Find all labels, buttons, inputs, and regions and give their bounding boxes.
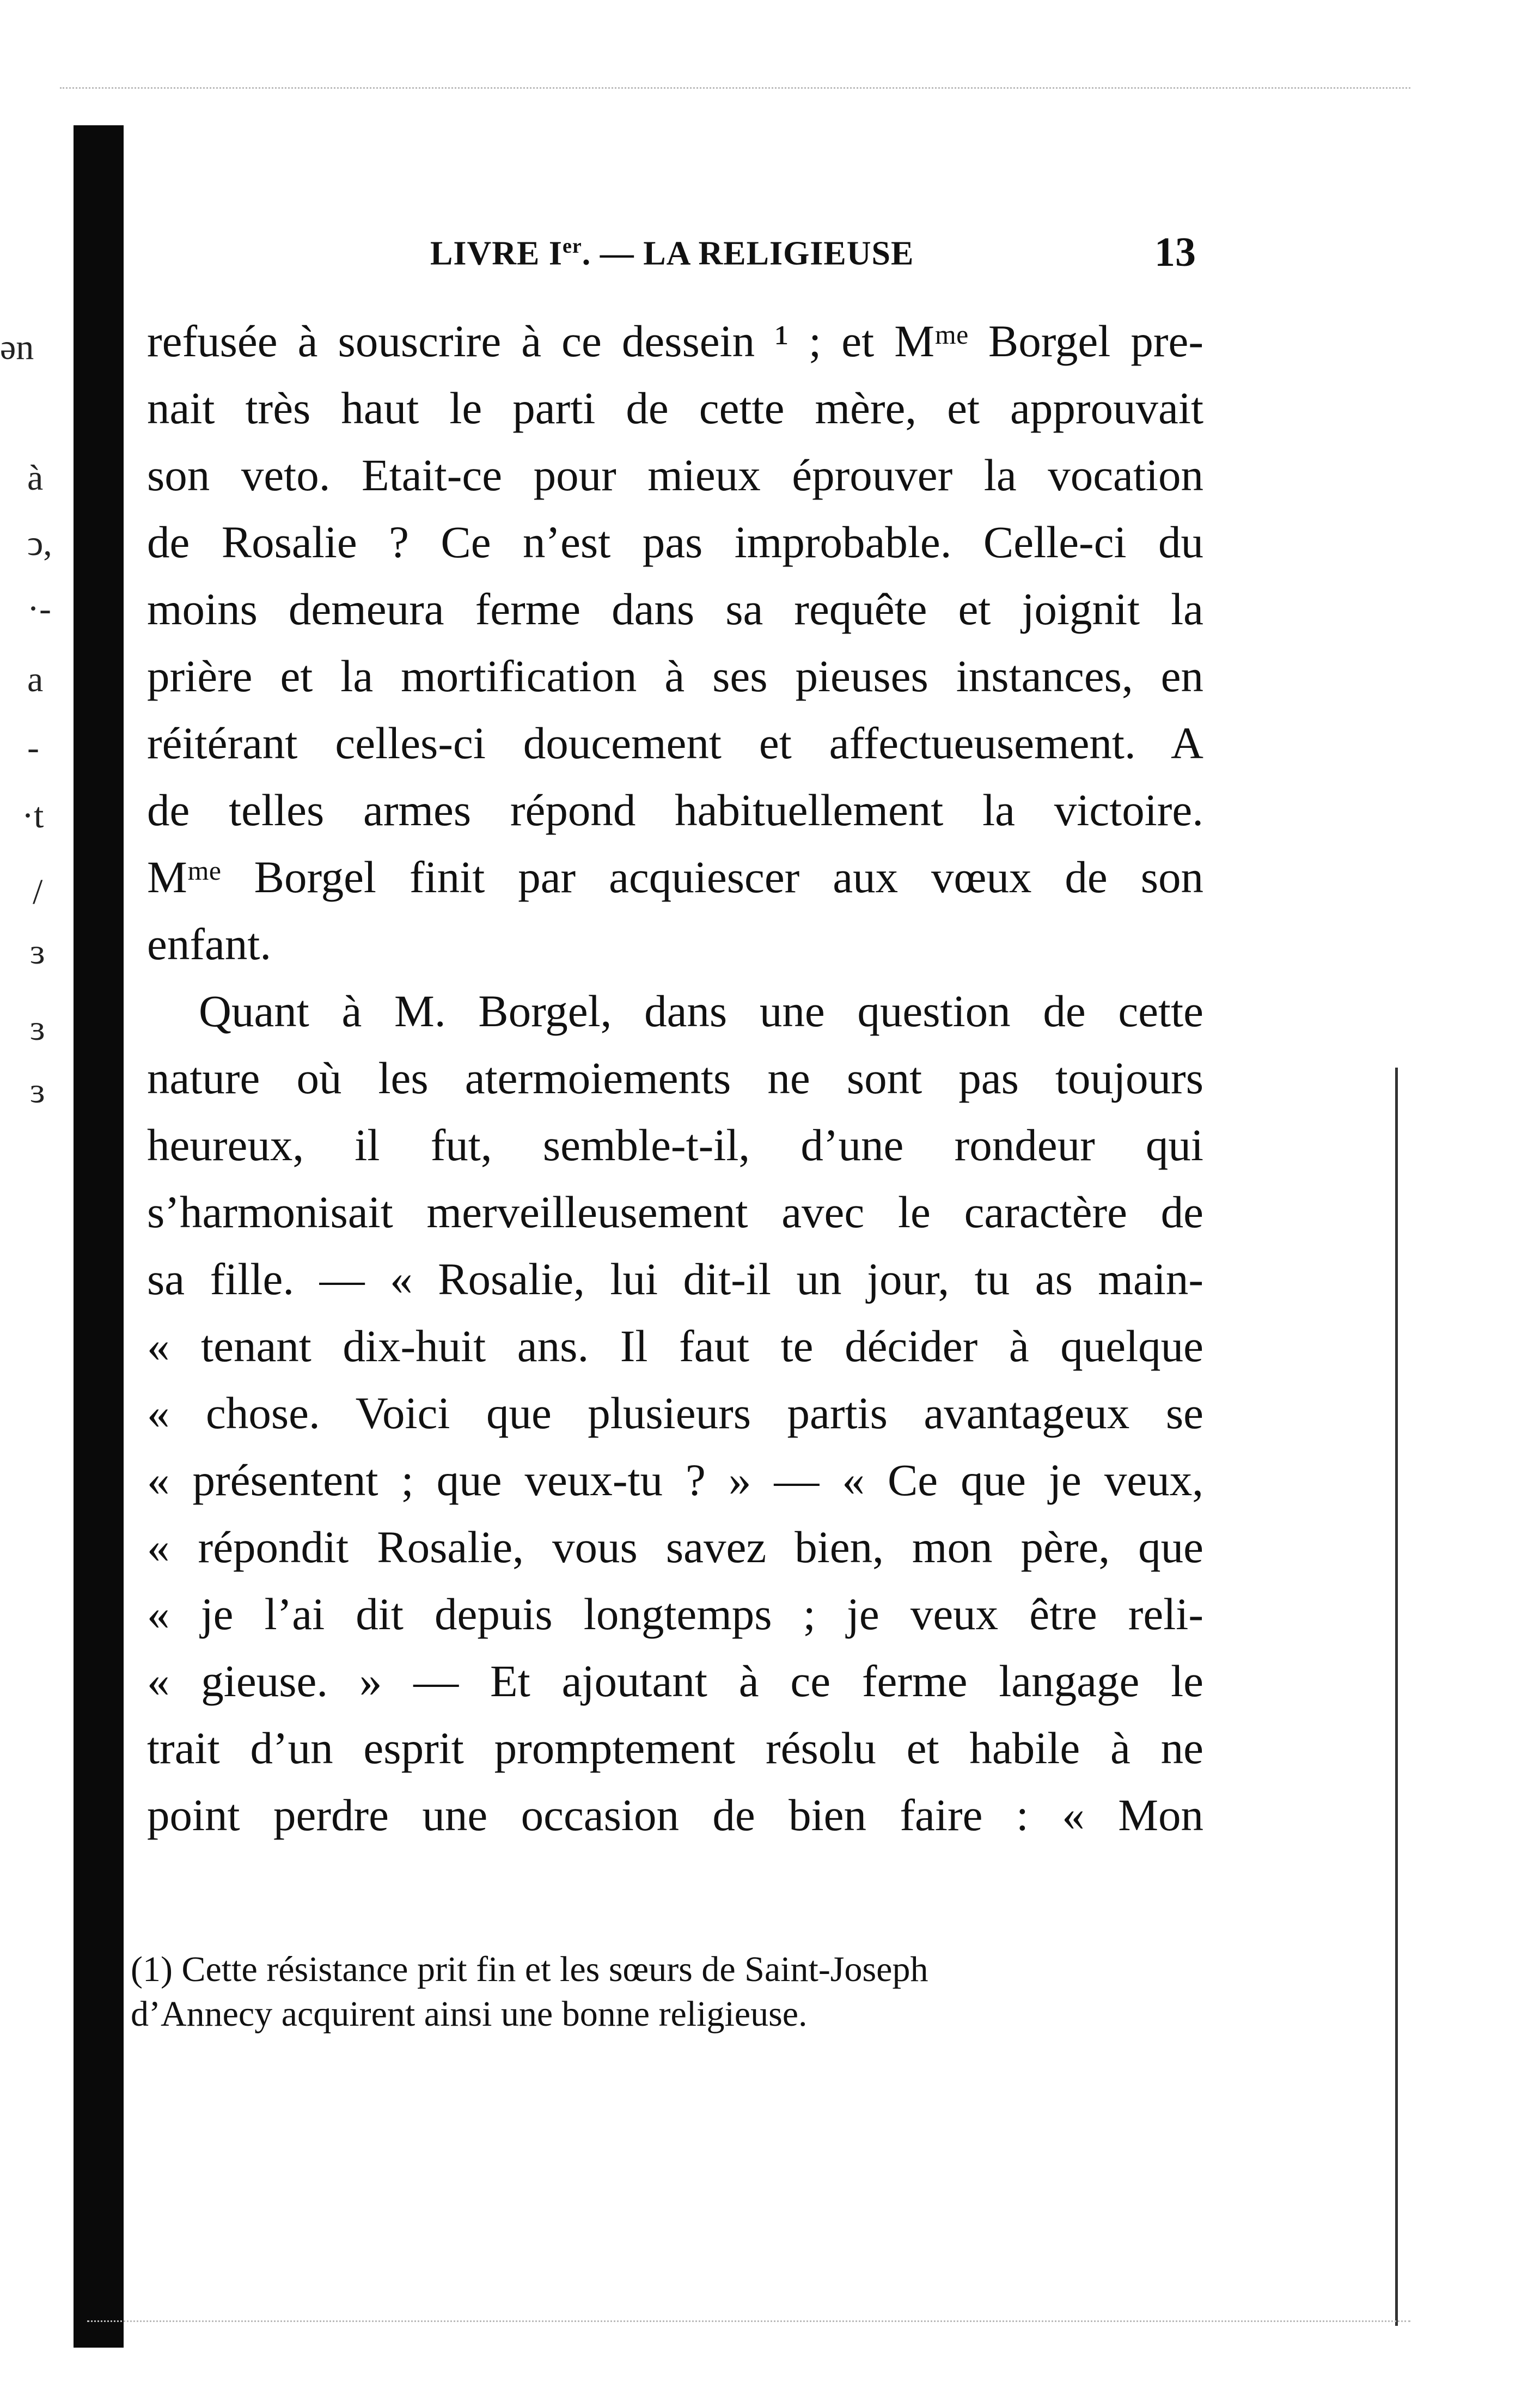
body-line: moins demeura ferme dans sa requête et joignit la: [147, 584, 1203, 634]
body-line: sa fille. — « Rosalie, lui dit-il un jour, tu as main-: [147, 1254, 1203, 1304]
body-line: trait d’un esprit promptement résolu et habile à ne: [147, 1723, 1203, 1773]
neighbor-fragment: ɜ: [30, 932, 45, 972]
page-number: 13: [1154, 229, 1196, 275]
body-line: nature où les atermoiements ne sont pas toujours: [147, 1053, 1203, 1103]
body-line: « présentent ; que veux-tu ? » — « Ce que je veux,: [147, 1455, 1203, 1505]
body-line: « chose. Voici que plusieurs partis avantageux se: [147, 1388, 1203, 1438]
neighbor-fragment: ͻ,: [27, 523, 52, 563]
body-line: prière et la mortification à ses pieuses instances, en: [147, 651, 1203, 701]
neighbor-fragment: à: [27, 458, 44, 498]
body-line: nait très haut le parti de cette mère, et approuvait: [147, 383, 1203, 433]
margin-rule: [1395, 1068, 1398, 2326]
body-line: « répondit Rosalie, vous savez bien, mon père, que: [147, 1522, 1203, 1572]
body-line: refusée à souscrire à ce dessein ¹ ; et Mᵐᵉ Borgel pre-: [147, 316, 1203, 366]
body-line: réitérant celles-ci doucement et affectueusement. A: [147, 718, 1203, 768]
running-title-2: . — LA RELIGIEUSE: [582, 235, 914, 272]
body-line: heureux, il fut, semble-t-il, d’une rondeur qui: [147, 1120, 1203, 1170]
body-line: de Rosalie ? Ce n’est pas improbable. Celle-ci du: [147, 517, 1203, 567]
neighbor-fragment: /: [33, 872, 43, 912]
body-line: « je l’ai dit depuis longtemps ; je veux être reli-: [147, 1589, 1203, 1639]
body-line: Mᵐᵉ Borgel finit par acquiescer aux vœux de son: [147, 852, 1203, 902]
body-line: enfant.: [147, 919, 272, 969]
neighbor-fragment: ·t: [22, 796, 44, 836]
running-header: [430, 234, 914, 273]
footnote-line: d’Annecy acquirent ainsi une bonne religieuse.: [131, 1994, 808, 2034]
footnote-line: (1) Cette résistance prit fin et les sœurs de Saint-Joseph: [131, 1949, 928, 1989]
neighbor-fragment: -: [27, 728, 39, 767]
body-text: [147, 308, 1203, 1849]
body-line: « gieuse. » — Et ajoutant à ce ferme langage le: [147, 1656, 1203, 1706]
footnote: [131, 1947, 1198, 2037]
body-line: s’harmonisait merveilleusement avec le caractère de: [147, 1187, 1203, 1237]
body-line: son veto. Etait-ce pour mieux éprouver la vocation: [147, 450, 1203, 500]
body-line: de telles armes répond habituellement la victoire.: [147, 785, 1203, 835]
body-line: point perdre une occasion de bien faire : « Mon: [147, 1790, 1203, 1840]
neighbor-fragment: ən: [0, 327, 34, 367]
scan-noise-bottom: [87, 2320, 1410, 2333]
neighbor-fragment: ɜ: [30, 1071, 45, 1111]
running-title-sup: er: [563, 235, 582, 258]
body-line: « tenant dix-huit ans. Il faut te décider à quelque: [147, 1321, 1203, 1371]
running-title-1: LIVRE I: [430, 235, 563, 272]
neighbor-fragment: ·-: [27, 589, 51, 629]
body-line: Quant à M. Borgel, dans une question de cette: [199, 986, 1203, 1036]
neighbor-fragment: a: [27, 660, 44, 699]
scan-noise-top: [60, 87, 1410, 111]
neighbor-fragment: ɜ: [30, 1008, 45, 1048]
